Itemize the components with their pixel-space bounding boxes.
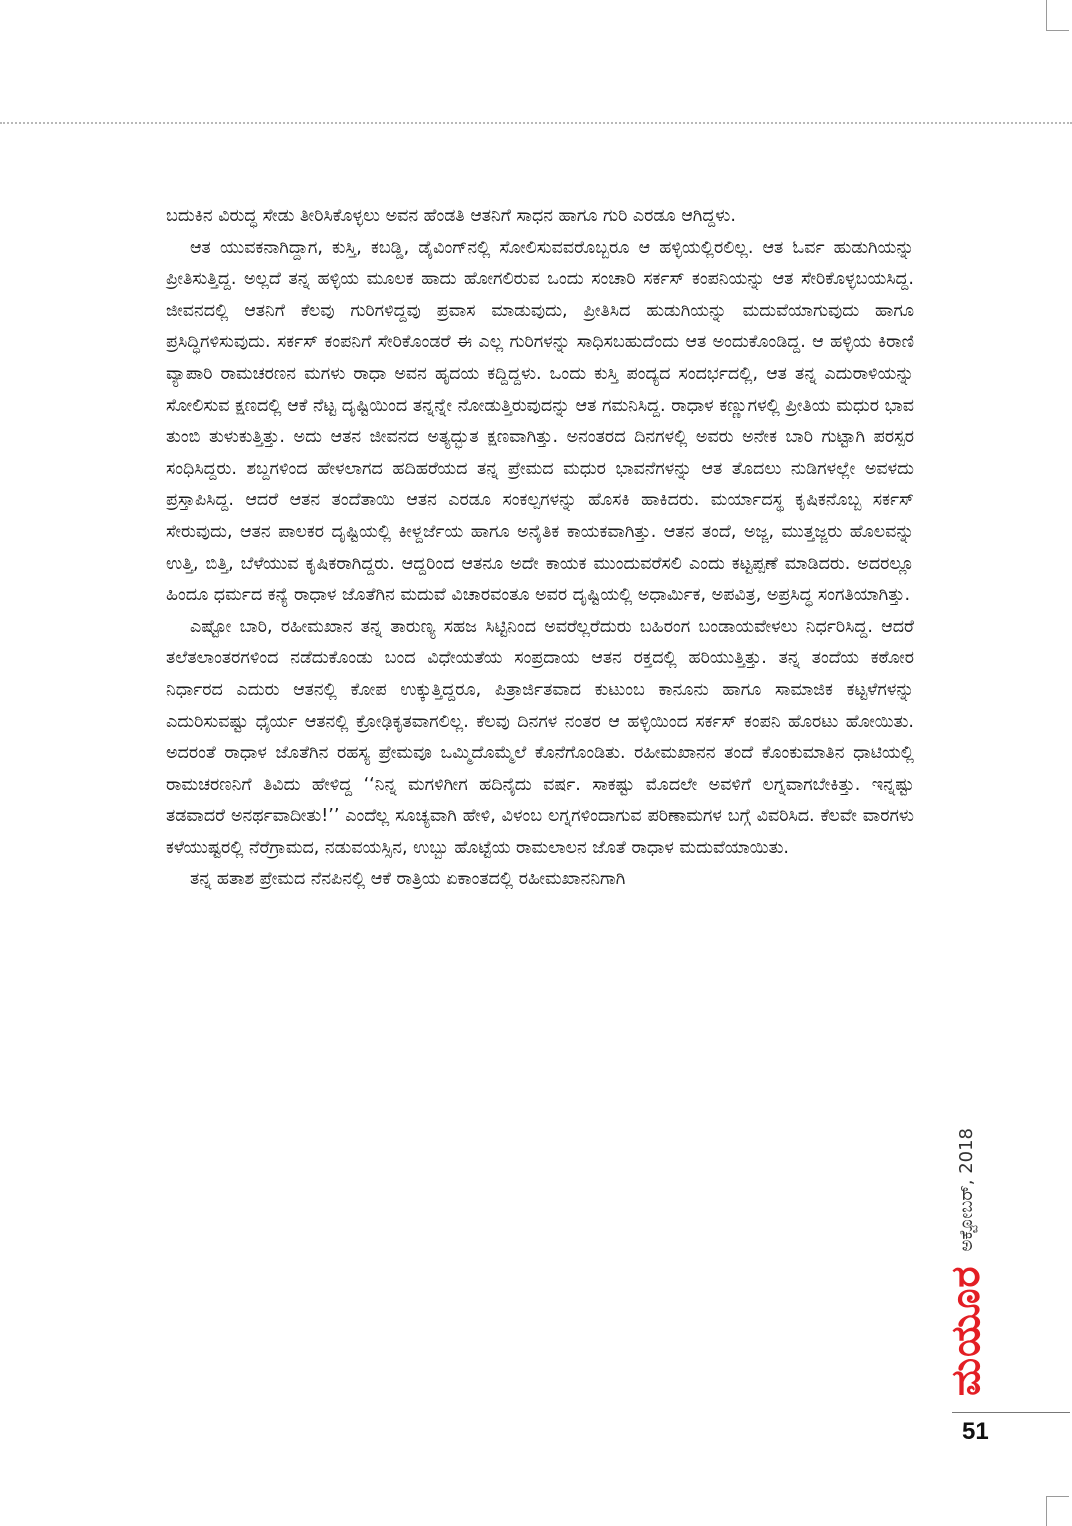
paragraph-2: ಆತ ಯುವಕನಾಗಿದ್ದಾಗ, ಕುಸ್ತಿ, ಕಬಡ್ಡಿ, ಡೈವಿಂಗ್‌ನಲ್ಲಿ ಸೋಲಿಸುವವರೊಬ್ಬರೂ ಆ ಹಳ್ಳಿಯಲ್ಲಿರಲಿಲ್ಲ. ಆತ ಓರ್ವ ಹುಡುಗಿಯನ್ನು ಪ್ರೀತಿಸುತ್ತಿದ್ದ. ಅಲ್ಲದೆ ತನ್ನ ಹಳ್ಳಿಯ ಮೂಲಕ ಹಾದು ಹೋಗಲಿರುವ ಒಂದು ಸಂಚಾರಿ ಸರ್ಕಸ್ ಕಂಪನಿಯನ್ನು ಆತ ಸೇರಿಕೊಳ್ಳಬಯಸಿದ್ದ. ಜೀವನದಲ್ಲಿ ಆತನಿಗೆ ಕೆಲವು ಗುರಿಗಳಿದ್ದವು ಪ್ರವಾಸ ಮಾಡುವುದು, ಪ್ರೀತಿಸಿದ ಹುಡುಗಿಯನ್ನು ಮದುವೆಯಾಗುವುದು ಹಾಗೂ ಪ್ರಸಿದ್ಧಿಗಳಿಸುವುದು. ಸರ್ಕಸ್ ಕಂಪನಿಗೆ ಸೇರಿಕೊಂಡರೆ ಈ ಎಲ್ಲ ಗುರಿಗಳನ್ನು ಸಾಧಿಸಬಹುದೆಂದು ಆತ ಅಂದುಕೊಂಡಿದ್ದ. ಆ ಹಳ್ಳಿಯ ಕಿರಾಣಿ ವ್ಯಾಪಾರಿ ರಾಮಚರಣನ ಮಗಳು ರಾಧಾ ಅವನ ಹೃದಯ ಕದ್ದಿದ್ದಳು. ಒಂದು ಕುಸ್ತಿ ಪಂದ್ಯದ ಸಂದರ್ಭದಲ್ಲಿ, ಆತ ತನ್ನ ಎದುರಾಳಿಯನ್ನು ಸೋಲಿಸುವ ಕ್ಷಣದಲ್ಲಿ ಆಕೆ ನೆಟ್ಟ ದೃಷ್ಟಿಯಿಂದ ತನ್ನನ್ನೇ ನೋಡುತ್ತಿರುವುದನ್ನು ಆತ ಗಮನಿಸಿದ್ದ. ರಾಧಾಳ ಕಣ್ಣುಗಳಲ್ಲಿ ಪ್ರೀತಿಯ ಮಧುರ ಭಾವ ತುಂಬಿ ತುಳುಕುತ್ತಿತ್ತು. ಅದು ಆತನ ಜೀವನದ ಅತ್ಯದ್ಭುತ ಕ್ಷಣವಾಗಿತ್ತು. ಅನಂತರದ ದಿನಗಳಲ್ಲಿ ಅವರು ಅನೇಕ ಬಾರಿ ಗುಟ್ಟಾಗಿ ಪರಸ್ಪರ ಸಂಧಿಸಿದ್ದರು. ಶಬ್ದಗಳಿಂದ ಹೇಳಲಾಗದ ಹದಿಹರೆಯದ ತನ್ನ ಪ್ರೇಮದ ಮಧುರ ಭಾವನೆಗಳನ್ನು ಆತ ತೊದಲು ನುಡಿಗಳಲ್ಲೇ ಅವಳದು ಪ್ರಸ್ತಾಪಿಸಿದ್ದ. ಆದರೆ ಆತನ ತಂದೆತಾಯಿ ಆತನ ಎರಡೂ ಸಂಕಲ್ಪಗಳನ್ನು ಹೊಸಕಿ ಹಾಕಿದರು. ಮರ್ಯಾದಸ್ಥ ಕೃಷಿಕನೊಬ್ಬ ಸರ್ಕಸ್ ಸೇರುವುದು, ಆತನ ಪಾಲಕರ ದೃಷ್ಟಿಯಲ್ಲಿ ಕೀಳ್ದರ್ಜೆಯ ಹಾಗೂ ಅನೈತಿಕ ಕಾಯಕವಾಗಿತ್ತು. ಆತನ ತಂದೆ, ಅಜ್ಜ, ಮುತ್ತಜ್ಜರು ಹೊಲವನ್ನು ಉತ್ತಿ, ಬಿತ್ತಿ, ಬೆಳೆಯುವ ಕೃಷಿಕರಾಗಿದ್ದರು. ಆದ್ದರಿಂದ ಆತನೂ ಅದೇ ಕಾಯಕ ಮುಂದುವರೆಸಲಿ ಎಂದು ಕಟ್ಟಪ್ಪಣೆ ಮಾಡಿದರು. ಅದರಲ್ಲೂ ಹಿಂದೂ ಧರ್ಮದ ಕನ್ಯೆ ರಾಧಾಳ ಜೊತೆಗಿನ ಮದುವೆ ವಿಚಾರವಂತೂ ಅವರ ದೃಷ್ಟಿಯಲ್ಲಿ ಅಧಾರ್ಮಿಕ, ಅಪವಿತ್ರ, ಅಪ್ರಸಿದ್ಧ ಸಂಗತಿಯಾಗಿತ್ತು. (166, 237, 914, 606)
paragraph-1: ಬದುಕಿನ ವಿರುದ್ಧ ಸೇಡು ತೀರಿಸಿಕೊಳ್ಳಲು ಅವನ ಹೆಂಡತಿ ಆತನಿಗೆ ಸಾಧನ ಹಾಗೂ ಗುರಿ ಎರಡೂ ಆಗಿದ್ದಳು. (166, 206, 736, 226)
crop-mark-top (1046, 0, 1069, 31)
page-number-rule (952, 1412, 1070, 1413)
article-body (166, 201, 914, 896)
side-masthead (940, 1076, 992, 1396)
dotted-divider (0, 122, 1072, 124)
paragraph-4: ತನ್ನ ಹತಾಶ ಪ್ರೇಮದ ನೆನಪಿನಲ್ಲಿ ಆಕೆ ರಾತ್ರಿಯ ಏಕಾಂತದಲ್ಲಿ ರಹೀಮಖಾನನಿಗಾಗಿ (190, 869, 626, 890)
issue-date: ಅಕ್ಟೋಬರ್, 2018 (955, 1127, 977, 1252)
page-number: 51 (962, 1418, 989, 1445)
crop-mark-bottom (1046, 1496, 1069, 1526)
paragraph-3: ಎಷ್ಟೋ ಬಾರಿ, ರಹೀಮಖಾನ ತನ್ನ ತಾರುಣ್ಯ ಸಹಜ ಸಿಟ್ಟಿನಿಂದ ಅವರೆಲ್ಲರೆದುರು ಬಹಿರಂಗ ಬಂಡಾಯವೇಳಲು ನಿರ್ಧರಿಸಿದ್ದ. ಆದರೆ ತಲೆತಲಾಂತರಗಳಿಂದ ನಡೆದುಕೊಂಡು ಬಂದ ವಿಧೇಯತೆಯ ಸಂಪ್ರದಾಯ ಆತನ ರಕ್ತದಲ್ಲಿ ಹರಿಯುತ್ತಿತ್ತು. ತನ್ನ ತಂದೆಯ ಕಠೋರ ನಿರ್ಧಾರದ ಎದುರು ಆತನಲ್ಲಿ ಕೋಪ ಉಕ್ಕುತ್ತಿದ್ದರೂ, ಪಿತ್ರಾರ್ಜಿತವಾದ ಕುಟುಂಬ ಕಾನೂನು ಹಾಗೂ ಸಾಮಾಜಿಕ ಕಟ್ಟಳೆಗಳನ್ನು ಎದುರಿಸುವಷ್ಟು ಧೈರ್ಯ ಆತನಲ್ಲಿ ಕ್ರೋಢಿಕೃತವಾಗಲಿಲ್ಲ. ಕೆಲವು ದಿನಗಳ ನಂತರ ಆ ಹಳ್ಳಿಯಿಂದ ಸರ್ಕಸ್ ಕಂಪನಿ ಹೊರಟು ಹೋಯಿತು. ಅದರಂತೆ ರಾಧಾಳ ಜೊತೆಗಿನ ರಹಸ್ಯ ಪ್ರೇಮವೂ ಒಮ್ಮಿದೊಮ್ಮೆಲೆ ಕೊನೆಗೊಂಡಿತು. ರಹೀಮಖಾನನ ತಂದೆ ಕೊಂಕುಮಾತಿನ ಧಾಟಿಯಲ್ಲಿ ರಾಮಚರಣನಿಗೆ ತಿವಿದು ಹೇಳಿದ್ದ ‘‘ನಿನ್ನ ಮಗಳಿಗೀಗ ಹದಿನೈದು ವರ್ಷ. ಸಾಕಷ್ಟು ಮೊದಲೇ ಅವಳಿಗೆ ಲಗ್ನವಾಗಬೇಕಿತ್ತು. ಇನ್ನಷ್ಟು ತಡವಾದರೆ ಅನರ್ಥವಾದೀತು!’’ ಎಂದೆಲ್ಲ ಸೂಚ್ಯವಾಗಿ ಹೇಳಿ, ವಿಳಂಬ ಲಗ್ನಗಳಿಂದಾಗುವ ಪರಿಣಾಮಗಳ ಬಗ್ಗೆ ವಿವರಿಸಿದ. ಕೆಲವೇ ವಾರಗಳು ಕಳೆಯುಷ್ಟರಲ್ಲಿ ನೆರೆಗ್ರಾಮದ, ನಡುವಯಸ್ಸಿನ, ಉಬ್ಬು ಹೊಟ್ಟೆಯ ರಾಮಲಾಲನ ಜೊತೆ ರಾಧಾಳ ಮದುವೆಯಾಯಿತು. (166, 616, 914, 858)
magazine-logo: ಮಯೂರ (943, 1265, 989, 1396)
